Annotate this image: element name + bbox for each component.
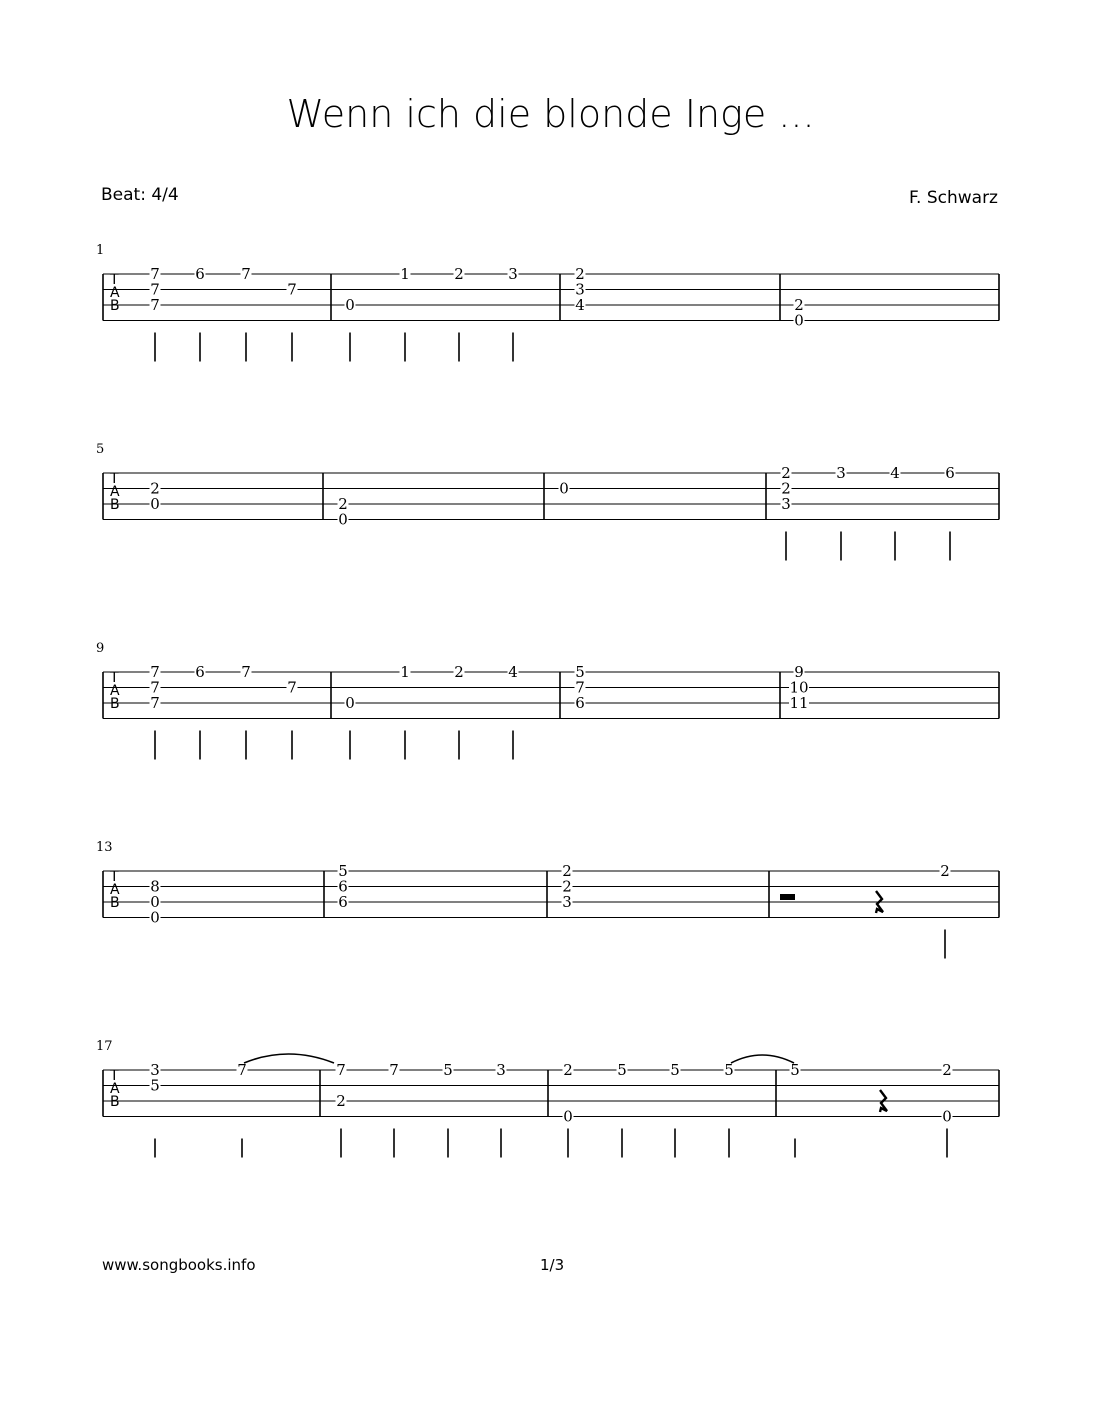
tab-clef-letter: A [110, 882, 120, 898]
fret-number: 2 [781, 479, 791, 498]
fret-number: 3 [508, 265, 518, 283]
fret-number: 0 [942, 1107, 952, 1126]
fret-number: 2 [575, 265, 585, 283]
fret-number: 2 [336, 1092, 346, 1110]
fret-number: 7 [336, 1061, 346, 1079]
fret-number: 6 [338, 877, 348, 896]
fret-number: 0 [338, 510, 348, 529]
fret-number: 7 [575, 678, 585, 697]
measure-number: 1 [96, 243, 105, 258]
fret-number: 2 [454, 663, 464, 681]
tab-clef-letter: A [110, 484, 120, 500]
fret-number: 6 [575, 694, 585, 712]
fret-number: 5 [338, 862, 348, 880]
measure-number: 5 [96, 442, 105, 457]
fret-number: 5 [617, 1061, 627, 1079]
measure-number: 9 [96, 641, 105, 656]
fret-number: 4 [508, 663, 518, 681]
fret-number: 4 [575, 296, 585, 314]
fret-number: 0 [345, 296, 355, 314]
fret-number: 5 [724, 1061, 734, 1079]
tab-clef-letter: A [110, 285, 120, 301]
tab-clef-letter: T [110, 670, 119, 686]
fret-number: 3 [836, 464, 846, 482]
measure-number: 13 [96, 840, 113, 855]
fret-number: 2 [940, 862, 950, 880]
fret-number: 1 [400, 265, 410, 283]
fret-number: 7 [241, 265, 251, 283]
fret-number: 2 [562, 877, 572, 896]
fret-number: 6 [945, 464, 955, 482]
fret-number: 2 [562, 862, 572, 880]
fret-number: 3 [781, 495, 791, 513]
song-title: Wenn ich die blonde Inge ... [286, 92, 815, 136]
fret-number: 2 [563, 1061, 573, 1079]
half-rest [780, 894, 795, 900]
tab-clef-letter: T [110, 272, 119, 288]
fret-number: 3 [575, 280, 585, 299]
fret-number: 0 [794, 311, 804, 330]
fret-number: 0 [563, 1107, 573, 1126]
fret-number: 2 [794, 296, 804, 314]
fret-number: 7 [150, 296, 160, 314]
fret-number: 4 [890, 464, 900, 482]
tab-clef-letter: T [110, 869, 119, 885]
fret-number: 2 [338, 495, 348, 513]
fret-number: 3 [150, 1061, 160, 1079]
fret-number: 8 [150, 877, 160, 896]
tie-arc [731, 1055, 794, 1063]
fret-number: 0 [559, 479, 569, 498]
fret-number: 9 [794, 663, 804, 681]
fret-number: 5 [670, 1061, 680, 1079]
fret-number: 7 [150, 694, 160, 712]
fret-number: 3 [496, 1061, 506, 1079]
fret-number: 7 [389, 1061, 399, 1079]
tie-arc [244, 1054, 334, 1063]
tab-clef-letter: A [110, 1081, 120, 1097]
fret-number: 5 [790, 1061, 800, 1079]
fret-number: 0 [150, 893, 160, 911]
tab-clef-letter: B [110, 895, 120, 911]
fret-number: 10 [789, 678, 809, 697]
footer-url: www.songbooks.info [102, 1256, 256, 1274]
fret-number: 7 [150, 678, 160, 697]
measure-number: 17 [96, 1039, 113, 1054]
fret-number: 11 [789, 694, 809, 712]
fret-number: 6 [195, 663, 205, 681]
fret-number: 1 [400, 663, 410, 681]
fret-number: 2 [454, 265, 464, 283]
fret-number: 5 [443, 1061, 453, 1079]
fret-number: 3 [562, 893, 572, 911]
fret-number: 0 [150, 908, 160, 927]
fret-number: 6 [195, 265, 205, 283]
tab-clef-letter: B [110, 1094, 120, 1110]
fret-number: 5 [150, 1076, 160, 1095]
composer: F. Schwarz [908, 188, 998, 208]
fret-number: 2 [150, 479, 160, 498]
tab-clef-letter: T [110, 471, 119, 487]
fret-number: 7 [150, 663, 160, 681]
fret-number: 0 [150, 495, 160, 513]
fret-number: 7 [241, 663, 251, 681]
fret-number: 7 [287, 678, 297, 697]
tab-clef-letter: B [110, 497, 120, 513]
tab-clef-letter: B [110, 696, 120, 712]
tab-clef-letter: A [110, 683, 120, 699]
time-signature: Beat: 4/4 [101, 185, 179, 205]
page-number: 1/3 [540, 1256, 565, 1274]
fret-number: 7 [237, 1061, 247, 1079]
fret-number: 2 [781, 464, 791, 482]
fret-number: 0 [345, 694, 355, 712]
fret-number: 5 [575, 663, 585, 681]
fret-number: 2 [942, 1061, 952, 1079]
fret-number: 6 [338, 893, 348, 911]
fret-number: 7 [150, 280, 160, 299]
tab-clef-letter: B [110, 298, 120, 314]
fret-number: 7 [287, 280, 297, 299]
tab-clef-letter: T [110, 1068, 119, 1084]
fret-number: 7 [150, 265, 160, 283]
